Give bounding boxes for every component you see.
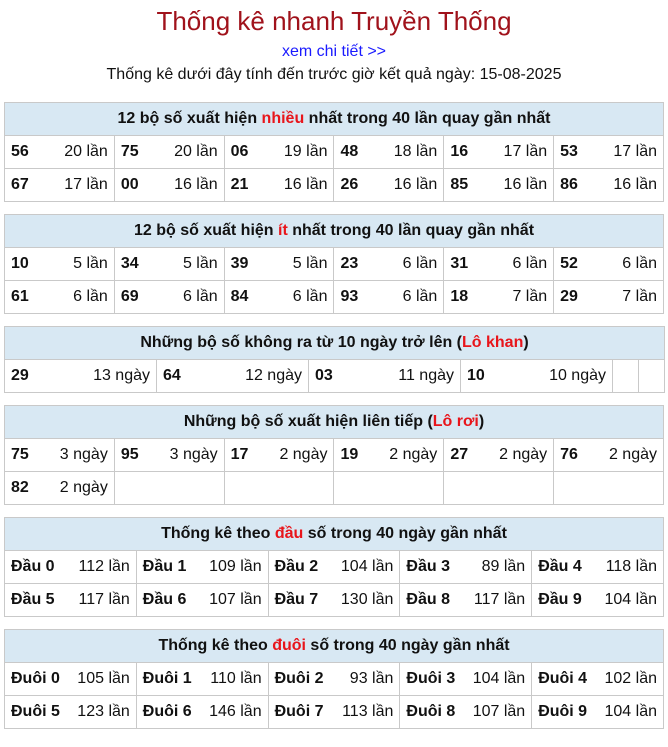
item-label: Đầu 6 <box>142 591 187 608</box>
item-label: Đầu 7 <box>274 591 319 608</box>
item-label: 18 <box>450 288 469 305</box>
item-count: 7 lần <box>512 288 548 305</box>
empty-cell <box>554 472 664 505</box>
list-item <box>532 551 664 584</box>
dau-title: Thống kê theo đầu số trong 40 ngày gần nhất <box>5 518 664 551</box>
item-label: 34 <box>120 255 139 272</box>
item-label: Đuôi 6 <box>142 703 192 720</box>
item-count: 89 lần <box>481 558 526 575</box>
list-item <box>268 696 400 729</box>
item-count: 6 lần <box>292 288 328 305</box>
list-item: 10 10 ngày <box>461 360 613 393</box>
detail-link[interactable]: xem chi tiết >> <box>281 43 387 60</box>
page-title: Thống kê nhanh Truyền Thống <box>156 6 512 36</box>
item-count: 5 lần <box>73 255 108 272</box>
item-label: 26 <box>340 176 359 193</box>
list-item <box>5 248 115 281</box>
item-count: 6 lần <box>512 255 548 272</box>
list-item <box>268 584 400 617</box>
item-count: 5 lần <box>182 255 218 272</box>
item-count: 6 lần <box>73 288 108 305</box>
list-item <box>334 248 444 281</box>
item-label: Đuôi 7 <box>274 703 324 720</box>
item-count: 107 lần <box>472 703 526 720</box>
list-item <box>5 663 137 696</box>
empty-cell <box>639 360 665 393</box>
item-count: 123 lần <box>77 703 130 720</box>
list-item <box>114 248 224 281</box>
list-item <box>114 281 224 314</box>
list-item <box>5 136 115 169</box>
item-label: 23 <box>340 255 359 272</box>
lo-roi-title: Những bộ số xuất hiện liên tiếp (Lô rơi) <box>5 406 664 439</box>
list-item <box>554 169 664 202</box>
item-label: 39 <box>230 255 249 272</box>
item-label: 61 <box>11 288 29 305</box>
list-item <box>136 584 268 617</box>
list-item <box>5 169 115 202</box>
table-row <box>5 281 664 314</box>
table-row <box>5 169 664 202</box>
list-item <box>114 169 224 202</box>
item-count: 104 lần <box>604 703 657 720</box>
list-item <box>224 169 334 202</box>
item-label: 69 <box>120 288 139 305</box>
lo-roi-table <box>4 405 664 505</box>
item-count: 109 lần <box>209 558 262 575</box>
item-count: 19 lần <box>283 143 328 160</box>
item-label: Đuôi 5 <box>11 703 60 720</box>
item-label: Đầu 5 <box>11 591 55 608</box>
table-row <box>5 472 664 505</box>
item-label: 53 <box>560 143 578 160</box>
item-count: 117 lần <box>78 591 130 608</box>
item-label: 86 <box>560 176 578 193</box>
item-count: 130 lần <box>340 591 394 608</box>
list-item <box>224 248 334 281</box>
table-row <box>5 136 664 169</box>
item-count: 117 lần <box>473 591 526 608</box>
list-item <box>532 584 664 617</box>
item-count: 118 lần <box>605 558 657 575</box>
list-item <box>532 663 664 696</box>
item-count: 93 lần <box>349 670 394 687</box>
lo-khan-title: Những bộ số không ra từ 10 ngày trở lên (Lô khan) <box>5 327 665 360</box>
table-row <box>5 551 664 584</box>
item-count: 113 lần <box>342 703 394 720</box>
duoi-title: Thống kê theo đuôi số trong 40 ngày gần nhất <box>5 630 664 663</box>
list-item <box>334 169 444 202</box>
empty-cell <box>114 472 224 505</box>
date-line: Thống kê dưới đây tính đến trước giờ kết quả ngày: 15-08-2025 <box>106 66 562 83</box>
empty-cell <box>334 472 444 505</box>
item-label: Đầu 2 <box>274 558 319 575</box>
item-label: Đuôi 1 <box>142 670 192 687</box>
list-item <box>224 136 334 169</box>
list-item <box>444 281 554 314</box>
list-item: 03 11 ngày <box>309 360 461 393</box>
list-item: 19 2 ngày <box>334 439 444 472</box>
item-count: 6 lần <box>402 288 438 305</box>
item-count: 6 lần <box>622 255 657 272</box>
table-row <box>5 696 664 729</box>
item-label: Đuôi 0 <box>11 670 60 687</box>
item-count: 16 lần <box>283 176 328 193</box>
item-label: Đầu 3 <box>406 558 450 575</box>
table-row <box>5 248 664 281</box>
list-item: 27 2 ngày <box>444 439 554 472</box>
dau-table <box>4 517 664 617</box>
list-item <box>400 663 532 696</box>
item-label: Đầu 4 <box>538 558 582 575</box>
list-item <box>5 696 137 729</box>
item-count: 112 lần <box>78 558 130 575</box>
item-label: 52 <box>560 255 578 272</box>
item-label: 31 <box>450 255 469 272</box>
list-item <box>224 281 334 314</box>
duoi-table <box>4 629 664 729</box>
list-item <box>554 281 664 314</box>
item-label: 84 <box>230 288 249 305</box>
item-count: 16 lần <box>503 176 548 193</box>
list-item <box>400 551 532 584</box>
item-count: 20 lần <box>64 143 108 160</box>
item-count: 16 lần <box>393 176 438 193</box>
list-item: 17 2 ngày <box>224 439 334 472</box>
table-row <box>5 663 664 696</box>
list-item: 75 3 ngày <box>5 439 115 472</box>
item-count: 102 lần <box>604 670 657 687</box>
item-label: Đầu 8 <box>406 591 450 608</box>
item-label: Đầu 9 <box>538 591 582 608</box>
list-item <box>114 136 224 169</box>
item-label: 56 <box>11 143 29 160</box>
most-frequent-title: 12 bộ số xuất hiện nhiều nhất trong 40 lần quay gần nhất <box>5 103 664 136</box>
list-item <box>268 663 400 696</box>
item-count: 17 lần <box>64 176 108 193</box>
list-item <box>334 136 444 169</box>
list-item <box>136 551 268 584</box>
item-count: 16 lần <box>613 176 657 193</box>
list-item: 29 13 ngày <box>5 360 157 393</box>
list-item <box>400 584 532 617</box>
item-label: Đuôi 4 <box>538 670 588 687</box>
item-count: 110 lần <box>210 670 262 687</box>
item-label: 06 <box>230 143 249 160</box>
list-item <box>554 248 664 281</box>
item-label: 21 <box>230 176 249 193</box>
item-count: 6 lần <box>182 288 218 305</box>
item-label: 48 <box>340 143 359 160</box>
list-item <box>444 169 554 202</box>
list-item <box>5 584 137 617</box>
item-label: 85 <box>450 176 469 193</box>
list-item <box>5 281 115 314</box>
empty-cell <box>444 472 554 505</box>
list-item <box>444 248 554 281</box>
least-frequent-table <box>4 214 664 314</box>
list-item <box>136 696 268 729</box>
item-label: Đầu 1 <box>142 558 187 575</box>
item-count: 107 lần <box>209 591 262 608</box>
list-item <box>400 696 532 729</box>
item-label: 75 <box>120 143 139 160</box>
table-row <box>5 584 664 617</box>
list-item <box>532 696 664 729</box>
empty-cell <box>224 472 334 505</box>
item-count: 104 lần <box>472 670 526 687</box>
list-item: 82 2 ngày <box>5 472 115 505</box>
empty-cell <box>613 360 639 393</box>
list-item <box>444 136 554 169</box>
item-label: Đuôi 8 <box>406 703 456 720</box>
page-header <box>0 0 668 88</box>
item-label: 29 <box>560 288 578 305</box>
item-count: 16 lần <box>174 176 218 193</box>
item-label: Đuôi 9 <box>538 703 588 720</box>
most-frequent-table <box>4 102 664 202</box>
item-count: 6 lần <box>402 255 438 272</box>
item-label: Đầu 0 <box>11 558 55 575</box>
item-label: 10 <box>11 255 29 272</box>
item-count: 5 lần <box>292 255 328 272</box>
item-count: 104 lần <box>604 591 657 608</box>
list-item: 95 3 ngày <box>114 439 224 472</box>
item-count: 104 lần <box>340 558 394 575</box>
item-count: 17 lần <box>613 143 657 160</box>
table-row <box>5 439 664 472</box>
list-item <box>268 551 400 584</box>
item-count: 146 lần <box>209 703 262 720</box>
item-label: 16 <box>450 143 469 160</box>
item-label: 93 <box>340 288 359 305</box>
item-count: 7 lần <box>622 288 657 305</box>
item-label: 00 <box>120 176 139 193</box>
list-item <box>5 551 137 584</box>
list-item <box>136 663 268 696</box>
item-label: 67 <box>11 176 29 193</box>
least-frequent-title: 12 bộ số xuất hiện ít nhất trong 40 lần quay gần nhất <box>5 215 664 248</box>
item-count: 105 lần <box>77 670 130 687</box>
item-label: Đuôi 2 <box>274 670 324 687</box>
list-item <box>334 281 444 314</box>
list-item: 64 12 ngày <box>157 360 309 393</box>
list-item: 76 2 ngày <box>554 439 664 472</box>
item-count: 17 lần <box>503 143 548 160</box>
item-count: 20 lần <box>174 143 218 160</box>
item-label: Đuôi 3 <box>406 670 456 687</box>
table-row <box>5 360 665 393</box>
item-count: 18 lần <box>393 143 438 160</box>
list-item <box>554 136 664 169</box>
lo-khan-table <box>4 326 665 393</box>
